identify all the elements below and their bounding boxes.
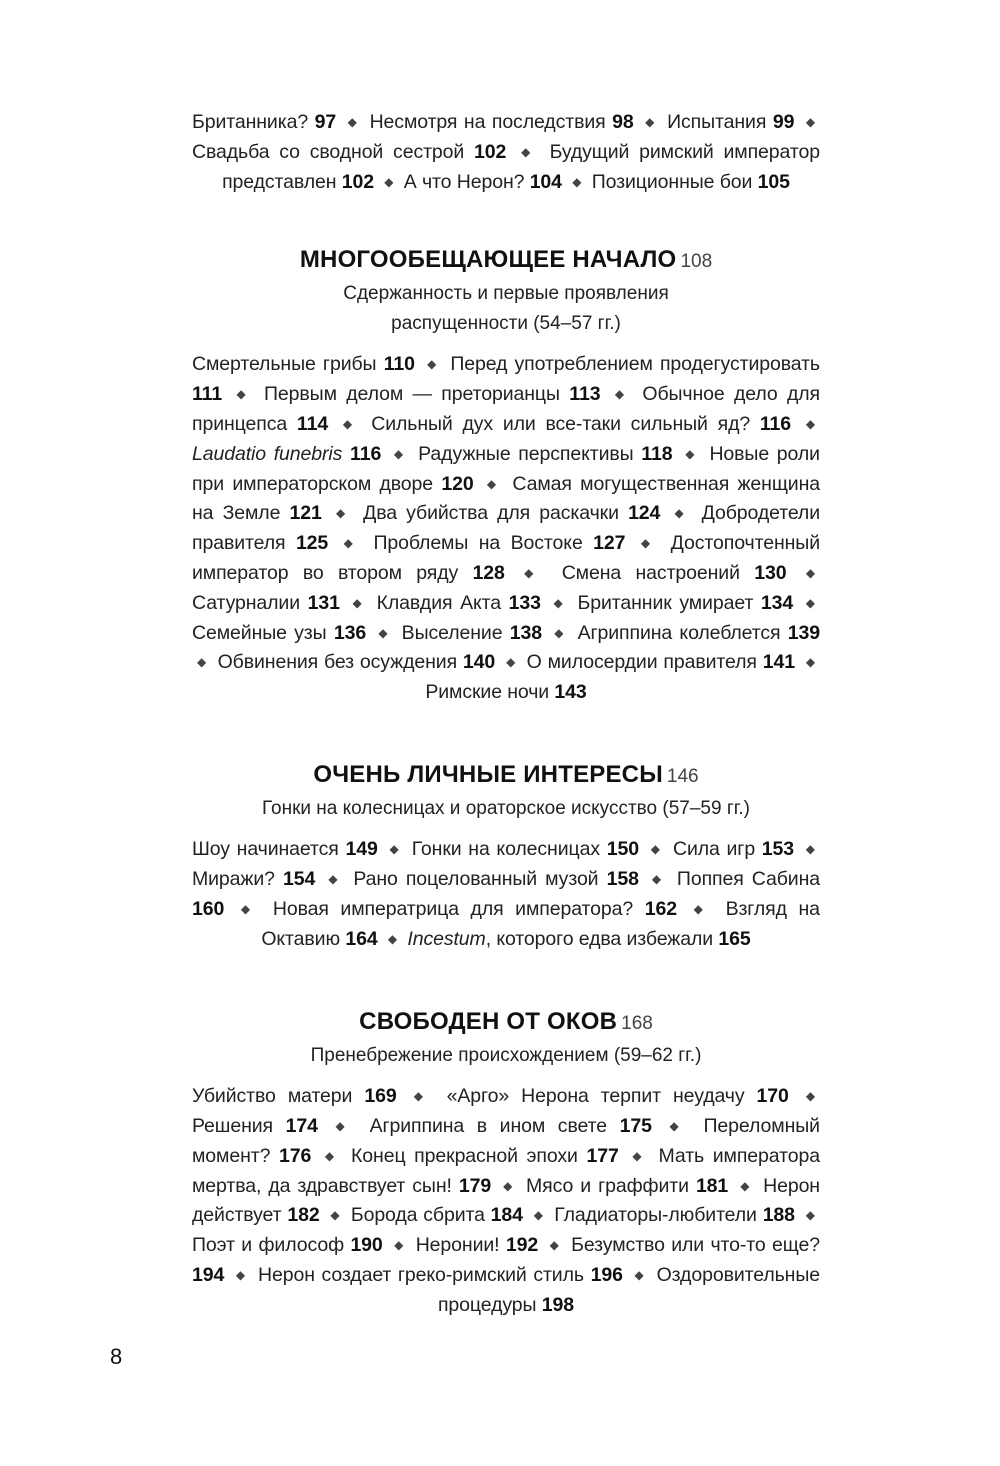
diamond-separator-icon: ◆ <box>553 595 565 610</box>
entry-page-number: 181 <box>695 1174 729 1197</box>
entry-page-number: 150 <box>606 838 639 861</box>
entry-title: Позиционные бои <box>591 170 753 193</box>
entry-title: Взгляд на Октавию <box>261 898 820 950</box>
entry-title: Радужные перспективы <box>418 442 634 465</box>
entry-page-number: 182 <box>287 1204 320 1227</box>
diamond-separator-icon: ◆ <box>387 931 398 946</box>
entry-title: Испытания <box>667 111 767 133</box>
intro-entries <box>192 108 820 197</box>
diamond-separator-icon: ◆ <box>685 446 697 461</box>
entry-page-number: 98 <box>612 111 634 133</box>
entry-page-number: 153 <box>761 838 795 861</box>
entry-title: Перед употреблением продегустировать <box>450 353 820 376</box>
entry-title: Первым делом — преторианцы <box>264 383 560 406</box>
diamond-separator-icon: ◆ <box>328 872 341 887</box>
entry-page-number: 105 <box>757 170 790 193</box>
diamond-separator-icon: ◆ <box>805 416 815 431</box>
chapter-section <box>192 1007 820 1321</box>
entry-page-number: 143 <box>554 681 587 704</box>
diamond-separator-icon: ◆ <box>614 387 628 402</box>
entry-page-number: 196 <box>590 1263 623 1286</box>
diamond-separator-icon: ◆ <box>413 1089 430 1104</box>
entry-page-number: 138 <box>509 621 542 644</box>
entry-page-number: 190 <box>350 1234 383 1257</box>
diamond-separator-icon: ◆ <box>674 506 688 521</box>
diamond-separator-icon: ◆ <box>394 1238 405 1253</box>
diamond-separator-icon: ◆ <box>740 1178 752 1193</box>
chapter-entries <box>192 1082 820 1320</box>
diamond-separator-icon: ◆ <box>378 625 390 640</box>
diamond-separator-icon: ◆ <box>197 655 207 670</box>
entry-title: Смертельные грибы <box>192 353 377 376</box>
diamond-separator-icon: ◆ <box>240 902 257 917</box>
entry-page-number: 125 <box>295 532 329 555</box>
entry-title: «Арго» Нерона терпит неудачу <box>446 1085 745 1108</box>
entry-title: Нерон действует <box>192 1174 820 1227</box>
chapter-page-number: 108 <box>680 251 713 273</box>
diamond-separator-icon: ◆ <box>235 1267 247 1282</box>
entry-page-number: 194 <box>192 1263 225 1286</box>
entry-page-number: 139 <box>787 621 821 644</box>
entry-title: Обычное дело для принцепса <box>192 383 820 435</box>
entry-title: Гладиаторы-любители <box>554 1204 757 1227</box>
diamond-separator-icon: ◆ <box>533 1208 544 1223</box>
diamond-separator-icon: ◆ <box>572 174 582 189</box>
diamond-separator-icon: ◆ <box>805 115 816 129</box>
entry-title: Шоу начинается <box>192 838 339 861</box>
diamond-separator-icon: ◆ <box>554 625 566 640</box>
diamond-separator-icon: ◆ <box>352 595 364 610</box>
chapter-entries <box>192 835 820 954</box>
entry-page-number: 164 <box>345 927 378 950</box>
diamond-separator-icon: ◆ <box>549 1238 560 1253</box>
entry-title: Убийство матери <box>192 1085 353 1108</box>
chapter-heading <box>192 1007 820 1039</box>
entry-title: Неронии! <box>415 1234 500 1257</box>
entry-page-number: 177 <box>586 1144 619 1167</box>
diamond-separator-icon: ◆ <box>521 144 535 159</box>
entry-page-number: 118 <box>641 442 673 465</box>
diamond-separator-icon: ◆ <box>427 357 439 372</box>
diamond-separator-icon: ◆ <box>805 1208 815 1223</box>
entry-page-number: 176 <box>279 1144 312 1167</box>
entry-title: Борода сбрита <box>350 1204 485 1227</box>
entry-title: О милосердии правителя <box>526 651 757 674</box>
entry-page-number: 160 <box>192 898 225 921</box>
entry-page-number: 175 <box>619 1114 652 1137</box>
diamond-separator-icon: ◆ <box>645 115 656 129</box>
entry-title: Агриппина в ином свете <box>369 1114 607 1137</box>
diamond-separator-icon: ◆ <box>503 1178 514 1193</box>
diamond-separator-icon: ◆ <box>805 565 815 580</box>
entry-title: Laudatio funebris <box>192 442 343 465</box>
chapter-title: СВОБОДЕН ОТ ОКОВ <box>359 1007 618 1035</box>
entry-page-number: 198 <box>541 1293 575 1316</box>
table-of-contents <box>192 108 820 1321</box>
entry-page-number: 102 <box>341 170 374 193</box>
entry-page-number: 102 <box>474 140 507 163</box>
entry-page-number: 104 <box>529 170 562 193</box>
chapter-page-number: 146 <box>666 765 699 787</box>
chapter-subtitle: Гонки на колесницах и ораторское искусство (57–59 гг.) <box>262 797 750 819</box>
entry-title: Римские ночи <box>425 681 550 704</box>
entry-page-number: 130 <box>754 561 787 584</box>
entry-page-number: 120 <box>441 472 474 495</box>
entry-title: А что Нерон? <box>403 170 525 193</box>
entry-page-number: 169 <box>364 1085 397 1108</box>
chapter-section <box>192 760 820 955</box>
diamond-separator-icon: ◆ <box>524 565 543 580</box>
diamond-separator-icon: ◆ <box>330 1208 341 1223</box>
chapter-page-number: 168 <box>621 1012 653 1034</box>
diamond-separator-icon: ◆ <box>805 655 815 670</box>
diamond-separator-icon: ◆ <box>640 536 656 551</box>
entry-page-number: 116 <box>759 412 792 435</box>
entry-title: Безумство или что-то еще? <box>571 1234 820 1257</box>
chapter-entries <box>192 350 820 708</box>
entry-page-number: 149 <box>345 838 378 861</box>
diamond-separator-icon: ◆ <box>805 842 815 857</box>
entry-title: Несмотря на последствия <box>369 111 606 133</box>
diamond-separator-icon: ◆ <box>389 842 401 857</box>
entry-title: Новые роли при императорском дворе <box>192 442 820 495</box>
entry-page-number: 131 <box>307 591 340 614</box>
entry-title: Проблемы на Востоке <box>373 532 583 555</box>
entry-page-number: 154 <box>283 868 316 891</box>
chapter-heading <box>192 760 820 792</box>
entry-title: Британник умирает <box>577 591 754 614</box>
entry-title: Семейные узы <box>192 621 327 644</box>
entry-title: Сильный дух или все-таки сильный яд? <box>371 412 751 435</box>
entry-title: Добродетели правителя <box>192 502 820 555</box>
entry-page-number: 184 <box>490 1204 523 1227</box>
chapter-heading <box>192 245 820 277</box>
entry-title: Нерон создает греко-римский стиль <box>257 1263 584 1286</box>
chapter-subtitle: Пренебрежение происхождением (59–62 гг.) <box>310 1044 702 1066</box>
entry-title: Мясо и граффити <box>526 1174 689 1197</box>
entry-page-number: 97 <box>314 111 337 133</box>
page-number: 8 <box>110 1344 123 1369</box>
entry-page-number: 165 <box>718 927 751 950</box>
diamond-separator-icon: ◆ <box>384 174 394 189</box>
entry-title: Рано поцелованный музой <box>353 868 599 891</box>
entry-title: Самая могущественная женщина на Земле <box>192 472 820 525</box>
diamond-separator-icon: ◆ <box>669 1118 686 1133</box>
diamond-separator-icon: ◆ <box>650 842 662 857</box>
diamond-separator-icon: ◆ <box>805 1089 815 1104</box>
entry-title: Будущий римский император представлен <box>222 140 820 193</box>
diamond-separator-icon: ◆ <box>506 655 516 670</box>
entry-page-number: 124 <box>628 502 661 525</box>
entry-page-number: 127 <box>593 532 626 555</box>
diamond-separator-icon: ◆ <box>393 446 406 461</box>
diamond-separator-icon: ◆ <box>347 115 359 129</box>
entry-title: Выселение <box>401 621 503 644</box>
entry-page-number: 136 <box>333 621 367 644</box>
entry-title: Обвинения без осуждения <box>217 651 458 674</box>
entry-title: Incestum <box>407 927 486 950</box>
entry-page-number: 121 <box>289 502 322 525</box>
entry-title: Конец прекрасной эпохи <box>351 1144 578 1167</box>
entry-title: Два убийства для раскачки <box>363 502 619 525</box>
diamond-separator-icon: ◆ <box>342 416 357 431</box>
entry-title: Оздоровительные процедуры <box>437 1263 820 1316</box>
entry-page-number: 192 <box>505 1234 539 1257</box>
chapter-section <box>192 245 820 708</box>
chapter-subtitle: Сдержанность и первые проявления распущенности (54–57 гг.) <box>343 283 669 334</box>
entry-page-number: 174 <box>285 1114 318 1137</box>
entry-page-number: 188 <box>762 1204 795 1227</box>
entry-page-number: 140 <box>462 651 496 674</box>
chapter-title: МНОГООБЕЩАЮЩЕЕ НАЧАЛО <box>299 246 677 274</box>
entry-title: Сила игр <box>672 838 756 861</box>
diamond-separator-icon: ◆ <box>693 902 709 917</box>
entry-title: Свадьба со сводной сестрой <box>192 140 465 163</box>
entry-page-number: 141 <box>762 651 795 674</box>
entry-title: Агриппина колеблется <box>577 621 781 644</box>
entry-title: Переломный момент? <box>192 1114 820 1167</box>
entry-page-number: 170 <box>756 1085 789 1108</box>
entry-page-number: 158 <box>606 868 639 891</box>
entry-title: Смена настроений <box>561 561 740 584</box>
diamond-separator-icon: ◆ <box>324 1148 338 1163</box>
entry-page-number: 116 <box>350 442 382 465</box>
chapter-title: ОЧЕНЬ ЛИЧНЫЕ ИНТЕРЕСЫ <box>313 760 663 788</box>
diamond-separator-icon: ◆ <box>805 595 815 610</box>
entry-page-number: 133 <box>508 591 541 614</box>
entry-page-number: 111 <box>192 383 223 406</box>
entry-title: Решения <box>192 1114 274 1137</box>
entry-title: Поэт и философ <box>192 1234 345 1257</box>
diamond-separator-icon: ◆ <box>632 1148 645 1163</box>
diamond-separator-icon: ◆ <box>651 872 664 887</box>
entry-title: Новая императрица для императора? <box>272 898 634 921</box>
entry-page-number: 99 <box>772 111 795 133</box>
diamond-separator-icon: ◆ <box>236 387 250 402</box>
entry-title: Гонки на колесницах <box>411 838 600 861</box>
diamond-separator-icon: ◆ <box>486 476 500 491</box>
entry-title-rest: , которого едва избежали <box>485 927 714 950</box>
diamond-separator-icon: ◆ <box>634 1267 645 1282</box>
entry-page-number: 179 <box>458 1174 492 1197</box>
entry-title: Поппея Сабина <box>676 868 820 891</box>
diamond-separator-icon: ◆ <box>335 506 349 521</box>
entry-page-number: 110 <box>383 353 415 376</box>
entry-title: Сатурналии <box>192 591 301 614</box>
entry-page-number: 162 <box>644 898 677 921</box>
entry-title: Клавдия Акта <box>376 591 501 614</box>
entry-title: Британника? <box>192 111 309 133</box>
entry-page-number: 113 <box>569 383 601 406</box>
entry-page-number: 114 <box>296 412 329 435</box>
entry-title: Достопочтенный император во втором ряду <box>192 532 820 584</box>
entry-page-number: 128 <box>472 561 505 584</box>
entry-title: Миражи? <box>192 868 275 891</box>
entry-title: Мать императора мертва, да здравствует сын! <box>192 1144 820 1197</box>
diamond-separator-icon: ◆ <box>343 536 358 551</box>
entry-page-number: 134 <box>760 591 794 614</box>
diamond-separator-icon: ◆ <box>335 1118 352 1133</box>
